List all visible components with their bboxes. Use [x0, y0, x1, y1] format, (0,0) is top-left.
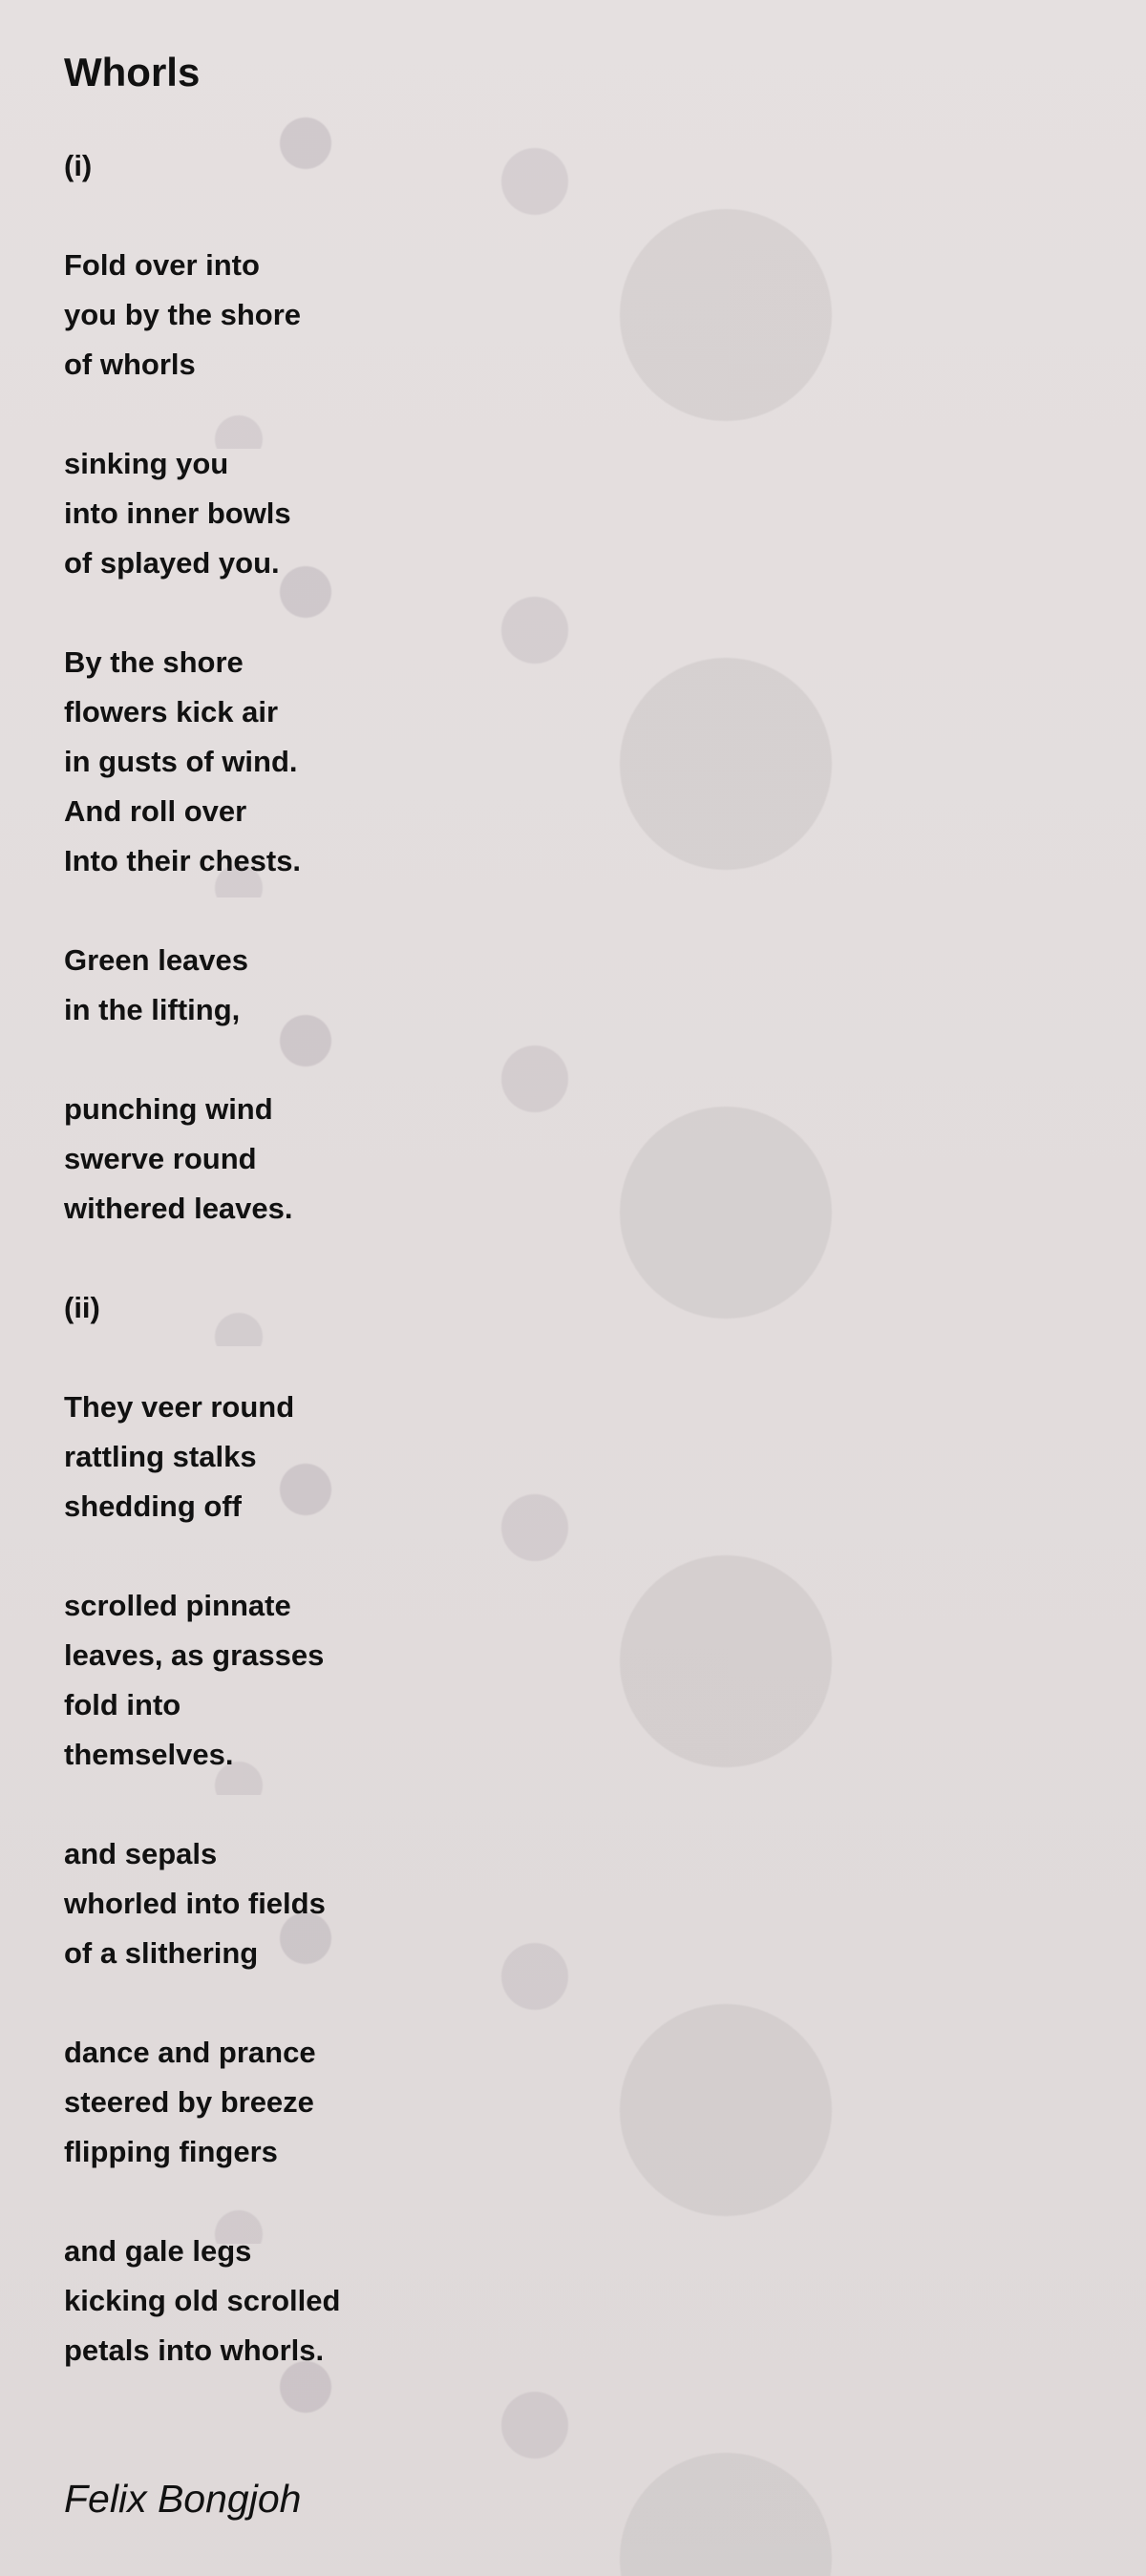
poem-line: of a slithering: [64, 1936, 259, 1970]
poem-line: swerve round: [64, 1142, 257, 1175]
poem-stanza: [64, 2028, 828, 2177]
poem-stanza: [64, 936, 828, 1035]
poem-line: sinking you: [64, 447, 229, 480]
poem-title: Whorls: [64, 50, 201, 95]
poem-line: in the lifting,: [64, 993, 241, 1026]
poem-line: Fold over into: [64, 248, 260, 282]
poem-line: (ii): [64, 1291, 100, 1324]
poem-line: petals into whorls.: [64, 2333, 325, 2367]
poem-stanza: [64, 2227, 828, 2375]
poem-line: withered leaves.: [64, 1192, 293, 1225]
poem-line: you by the shore: [64, 298, 302, 331]
poem-line: and gale legs: [64, 2234, 252, 2268]
poem-line: kicking old scrolled: [64, 2284, 341, 2317]
poem-line: fold into: [64, 1688, 181, 1721]
poem-line: By the shore: [64, 645, 244, 679]
poem-line: They veer round: [64, 1390, 295, 1424]
poem-line: punching wind: [64, 1092, 273, 1126]
poem-line: in gusts of wind.: [64, 745, 298, 778]
poem-line: dance and prance: [64, 2036, 316, 2069]
poem-stanza: [64, 439, 828, 588]
poem-page: [64, 50, 828, 2425]
poem-line: flowers kick air: [64, 695, 279, 728]
poem-stanza: [64, 141, 828, 191]
poem-line: leaves, as grasses: [64, 1638, 325, 1672]
poem-line: and sepals: [64, 1837, 218, 1870]
poem-line: Green leaves: [64, 943, 249, 977]
poem-stanza: [64, 1581, 828, 1780]
poem-line: scrolled pinnate: [64, 1589, 291, 1622]
poem-stanza: [64, 241, 828, 390]
poem-line: of splayed you.: [64, 546, 280, 580]
poem-line: of whorls: [64, 348, 196, 381]
poem-line: And roll over: [64, 794, 247, 828]
poem-stanza: [64, 638, 828, 886]
poem-line: flipping fingers: [64, 2135, 278, 2168]
poem-line: themselves.: [64, 1738, 234, 1771]
poem-line: rattling stalks: [64, 1440, 257, 1473]
poem-stanza: [64, 1085, 828, 1234]
poem-line: into inner bowls: [64, 496, 291, 530]
poem-line: steered by breeze: [64, 2085, 314, 2119]
poem-line: Into their chests.: [64, 844, 302, 877]
poem-body: [64, 141, 828, 2375]
poem-stanza: [64, 1383, 828, 1531]
poem-line: whorled into fields: [64, 1887, 326, 1920]
poem-line: shedding off: [64, 1489, 242, 1523]
poem-stanza: [64, 1829, 828, 1978]
poem-author: Felix Bongjoh: [64, 2477, 302, 2521]
poem-line: (i): [64, 149, 93, 182]
poem-stanza: [64, 1283, 828, 1333]
